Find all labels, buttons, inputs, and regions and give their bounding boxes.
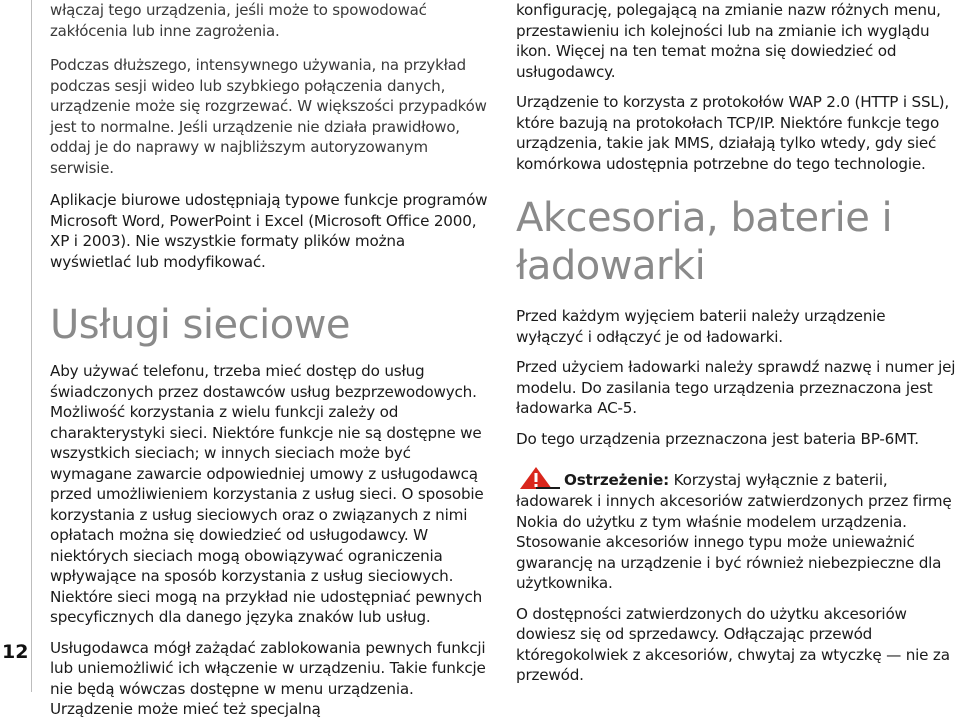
page-divider — [31, 0, 32, 692]
warning-icon — [516, 465, 562, 491]
left-paragraph-4: Aby używać telefonu, trzeba mieć dostęp do usług świadczonych przez dostawców usług bezprzewodowych. Możliwość korzystania z wielu funkcji zależy od charakterystyki sieci. Niektóre funkcje nie są dostępne we wszystkich sieciach; w innych sieciach może być wymagane zawarcie odpowiedniej umowy z usługodawcą przed umożliwieniem korzystania z usług sieci. O sposobie korzystania z usług sieciowych oraz o związanych z nimi opłatach można się dowiedzieć od usługodawcy. W niektórych sieciach mogą obowiązywać ograniczenia wpływające na sposób korzystania z usług sieciowych. Niektóre sieci mogą na przykład nie udostępniać pewnych specyficznych dla danego języka znaków lub usług. — [50, 362, 484, 626]
right-column — [516, 0, 956, 686]
section-heading-network-services: Usługi sieciowe — [50, 302, 351, 348]
section-heading-accessories: Akcesoria, baterie i ładowarki — [516, 195, 893, 289]
warning-paragraph — [516, 465, 956, 594]
right-paragraph-1: konfigurację, polegającą na zmianie nazw różnych menu, przestawieniu ich kolejności lub na zmianie ich wyglądu ikon. Więcej na ten temat można się dowiedzieć od usługodawcy. — [516, 1, 941, 81]
right-paragraph-4: Przed użyciem ładowarki należy sprawdź nazwę i numer jej modelu. Do zasilania tego urządzenia przeznaczona jest ładowarka AC-5. — [516, 358, 956, 417]
right-paragraph-2: Urządzenie to korzysta z protokołów WAP 2.0 (HTTP i SSL), które bazują na protokołach TCP/IP. Niektóre funkcje tego urządzenia, takie jak MMS, działają tylko wtedy, gdy sieć komórkowa udostępnia potrzebne do tego technologie. — [516, 93, 950, 173]
left-paragraph-5: Usługodawca mógł zażądać zablokowania pewnych funkcji lub uniemożliwić ich włączenie w urządzeniu. Takie funkcje nie będą wówczas dostępne w menu urządzenia. Urządzenie może mieć też specjalną — [50, 638, 486, 718]
right-paragraph-3: Przed każdym wyjęciem baterii należy urządzenie wyłączyć i odłączyć je od ładowarki. — [516, 307, 886, 346]
left-paragraph-3: Aplikacje biurowe udostępniają typowe funkcje programów Microsoft Word, PowerPoint i Excel (Microsoft Office 2000, XP i 2003). Nie wszystkie formaty plików można wyświetlać lub modyfikować. — [50, 191, 488, 271]
right-paragraph-5: Do tego urządzenia przeznaczona jest bateria BP-6MT. — [516, 429, 919, 448]
warning-label: Ostrzeżenie: — [564, 471, 669, 489]
left-column — [50, 0, 490, 720]
warning-text: Korzystaj wyłącznie z baterii, ładowarek i innych akcesoriów zatwierdzonych przez firmę Nokia do użytku z tym właśnie modelem urządzenia. Stosowanie akcesoriów innego typu może unieważnić gwarancję na urządzenie i być również niebezpieczne dla użytkownika. — [516, 471, 952, 592]
left-paragraph-2: Podczas dłuższego, intensywnego używania, na przykład podczas sesji wideo lub szybkiego połączenia danych, urządzenie może się rozgrzewać. W większości przypadków jest to normalne. Jeśli urządzenie nie działa prawidłowo, oddaj je do naprawy w najbliższym autoryzowanym serwisie. — [50, 56, 487, 177]
page-number: 12 — [2, 641, 29, 663]
left-paragraph-1: włączaj tego urządzenia, jeśli może to spowodować zakłócenia lub inne zagrożenia. — [50, 1, 427, 40]
right-paragraph-6: O dostępności zatwierdzonych do użytku akcesoriów dowiesz się od sprzedawcy. Odłączając przewód któregokolwiek z akcesoriów, chwytaj za wtyczkę — nie za przewód. — [516, 604, 950, 684]
